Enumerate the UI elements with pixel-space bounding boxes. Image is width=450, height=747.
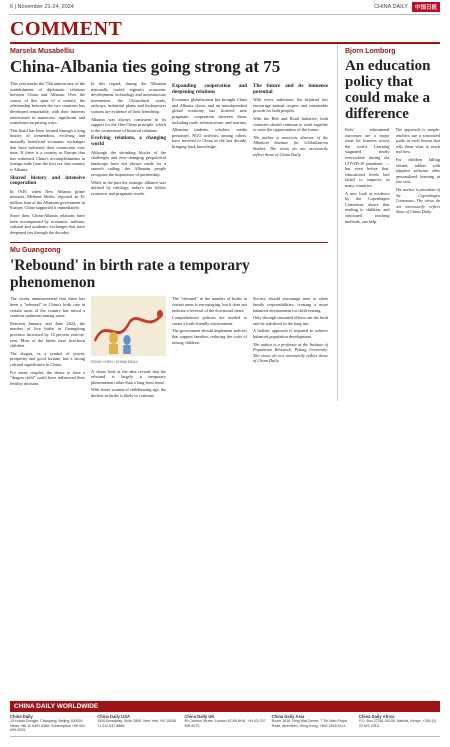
office-name: China Daily USA: [97, 713, 131, 719]
paragraph: The approach is simple: teachers use a structured guide in each lesson that tells them what to teach and how.: [395, 127, 440, 155]
paragraph: Albania was always consistent in its support for the One-China principle, which is the cornerstone of bilateral relations.: [91, 116, 166, 133]
paragraph: The dragon, as a symbol of power, prosperity and good fortune, has a strong cultural significance in China.: [10, 350, 85, 367]
paragraph: Albanian students, scholars, media personnel, NGO activists, among others, have traveled to China in the last decade, bringing back knowledge.: [172, 127, 247, 149]
office-details: 15 Huixin Dongjie, Chaoyang, Beijing 100029. News +86 10 6491 8366; Subscription +86 400 699 0203.: [10, 719, 85, 733]
paragraph: A closer look at the data reveals that the rebound is largely a temporary phenomenon rather than a long-term trend.: [91, 368, 166, 385]
office-name: China Daily Africa: [358, 713, 395, 719]
second-headline: 'Rebound' in birth rate a temporary phenomenon: [10, 257, 250, 292]
subhead: Expanding cooperation and deepening relations: [172, 83, 247, 95]
author-bio: The author is associate director of the Albanian Institute for Globalization Studies. The views do not necessarily reflect those of China Daily.: [253, 134, 328, 157]
side-headline: An education policy that could make a difference: [345, 58, 431, 122]
paragraph: This year marks the 75th anniversary of the establishment of diplomatic relations between China and Albania. Over the course of this span of a century, the relationship between the two countries has developed remarkably, with their interests intertwined in numerous, significant and sometimes surprising ways.: [10, 81, 85, 126]
paragraph: This bond has been formed through a long history of tremendous, evolving and mutually beneficial economic exchanges that have bolstered their connection over time. If there is a country in Europe that has witnessed China's accomplishments in foreign trade from the first era, that country is Albania.: [10, 127, 85, 172]
footer-rule: [10, 736, 440, 737]
brand-logo: 中国日报: [412, 2, 440, 12]
second-author: Mu Guangzong: [10, 247, 61, 255]
office-details: 90 Cannon Street, London EC4N 6HA. +44 (0) 207 398 8270.: [184, 719, 266, 728]
paragraph: Only through sustained efforts can the birth rate be stabilized in the long run.: [253, 315, 328, 326]
office-item: [184, 715, 265, 733]
footer: [10, 701, 440, 737]
second-article-body: [10, 296, 328, 400]
brand-name: CHINA DAILY: [374, 4, 408, 10]
office-details: Room 1818, Hing Wai Centre, 7 Tin Wan Praya Road, Aberdeen, Hong Kong. +852 2518 5111.: [271, 719, 347, 728]
paragraph: With the Belt and Road Initiative, both countries should continue to work together to seize the opportunities of the future.: [253, 115, 328, 133]
office-name: China Daily Asia: [271, 713, 305, 719]
section-title: COMMENT: [10, 18, 123, 40]
paragraph: A new look at evidence by the Copenhagen Consensus shows that reading to children, and structured teaching methods, can help.: [345, 190, 390, 224]
side-column: [337, 44, 440, 401]
second-column-3: [172, 296, 247, 400]
author-bio: The author is president of the Copenhagen Consensus. The views do not necessarily reflect those of China Daily.: [395, 186, 440, 215]
paragraph: Between January and June 2024, the number of live births in Guangdong province increased by 14 percent year-on-year. Most of the births were first-born children.: [10, 320, 85, 349]
masthead: [10, 0, 440, 15]
office-item: [10, 715, 91, 733]
second-column-1: [10, 296, 85, 400]
lead-author: Marsela Musabelliu: [10, 48, 75, 55]
office-name: China Daily UK: [184, 713, 215, 719]
paragraph: Kids' educational outcomes are a major issue for learners across the world. Learning stagnated nearly everywhere during the COVID-19 pandemic — but even before that, educational levels had failed to improve in many countries.: [345, 127, 390, 188]
side-article-body: [345, 127, 440, 226]
footer-title: CHINA DAILY WORLDWIDE: [10, 701, 440, 712]
paragraph: In this regard, during the Albanian nationally rooted regime's economic development, technology and infrastructure investment, the China-built roads, railways, industrial plants and hydropower stations are evidence of their friendship.: [91, 81, 166, 114]
lead-column-1: [10, 81, 85, 237]
lead-headline: China-Albania ties going strong at 75: [10, 57, 281, 76]
illustration-dragon-family: [91, 296, 166, 356]
author-bio: The author is a professor at the Institute of Population Research, Peking University. The views do not necessarily reflect those of China Daily.: [253, 341, 328, 364]
lead-article-body: [10, 81, 328, 237]
brand: [374, 2, 440, 12]
paragraph: While in the past the strategic alliance was defined by ideology, today's ties follow economic and pragmatic needs.: [91, 179, 166, 196]
office-item: [359, 715, 440, 733]
article-separator: [10, 242, 328, 243]
lead-column-2: [91, 81, 166, 237]
paragraph: Economic globalization has brought China and Albania closer, and an interdependent global economy has fostered new pragmatic cooperation between them, including trade, infrastructure, and tourism.: [172, 97, 247, 125]
paragraph: A holistic approach is required to achieve balanced population development.: [253, 328, 328, 339]
page-info: 6 | November 21-24, 2024: [10, 4, 74, 10]
side-column-2: [396, 127, 441, 226]
paragraph: Since then, China-Albania relations have been accompanied by economic, military, cultural and academic exchanges that have deepened ties through the decades.: [10, 213, 85, 235]
paragraph: For children falling behind, tablets with adaptive software offer personalized learning at low cost.: [395, 156, 440, 185]
paragraph: The government should implement policies that support families, reducing the costs of raising children.: [172, 328, 247, 345]
paragraph: The recent announcement that there has been a "rebound" in China's birth rate in certain areas of the country has raised a cautious optimism among some.: [10, 296, 85, 319]
office-details: P.O. Box 27281-00100, Nairobi, Kenya. +254 (0) 20 522 2010.: [358, 719, 436, 728]
office-name: China Daily: [10, 713, 33, 719]
office-list: [10, 712, 440, 733]
paragraph: For many couples, the desire to have a "dragon child" could have influenced their fertility decision.: [10, 369, 85, 386]
lead-column-4: [253, 81, 328, 237]
side-author: Bjorn Lomborg: [345, 48, 396, 55]
main-column: [10, 44, 328, 401]
paragraph: The "rebound" in the number of births in certain areas is encouraging, but it does not indicate a reversal of the downward trend.: [172, 296, 247, 313]
photo-caption: SONG CHEN / CHINA DAILY: [91, 360, 138, 365]
side-column-1: [345, 127, 390, 226]
paragraph: With every milestone, the bilateral ties encourage mutual respect and sustainable growth for both peoples.: [253, 97, 328, 114]
subhead: Evolving relations, a changing world: [91, 135, 166, 147]
office-item: [97, 715, 178, 733]
office-details: 1500 Broadway, Suite 2800, New York, NY 10036. +1 212 537 8888.: [97, 719, 178, 728]
office-item: [272, 715, 353, 733]
second-column-4: [253, 296, 328, 400]
second-column-2: [91, 296, 166, 400]
paragraph: Although the shrinking blocks of the challenges and ever-changing geopolitical landscape have not always made for a smooth sailing, the Albanian people recognize the importance of partnership.: [91, 149, 166, 177]
paragraph: With fewer women of childbearing age, the decline in births is likely to continue.: [91, 387, 166, 398]
paragraph: In 1949, when New Albania prime minister, Mehmet Shehu, reported an $1 million loan of the Albanian government in Europe, China supported it immediately.: [10, 188, 85, 211]
lead-column-3: [172, 81, 247, 237]
paragraph: Society should encourage men to share family responsibilities, creating a more balanced environment for child-rearing.: [253, 296, 328, 313]
paragraph: Comprehensive policies are needed to create a birth-friendly environment.: [172, 315, 247, 326]
subhead: The future and its immense potential: [253, 83, 328, 95]
subhead: Shared history and intensive cooperation: [10, 174, 85, 187]
